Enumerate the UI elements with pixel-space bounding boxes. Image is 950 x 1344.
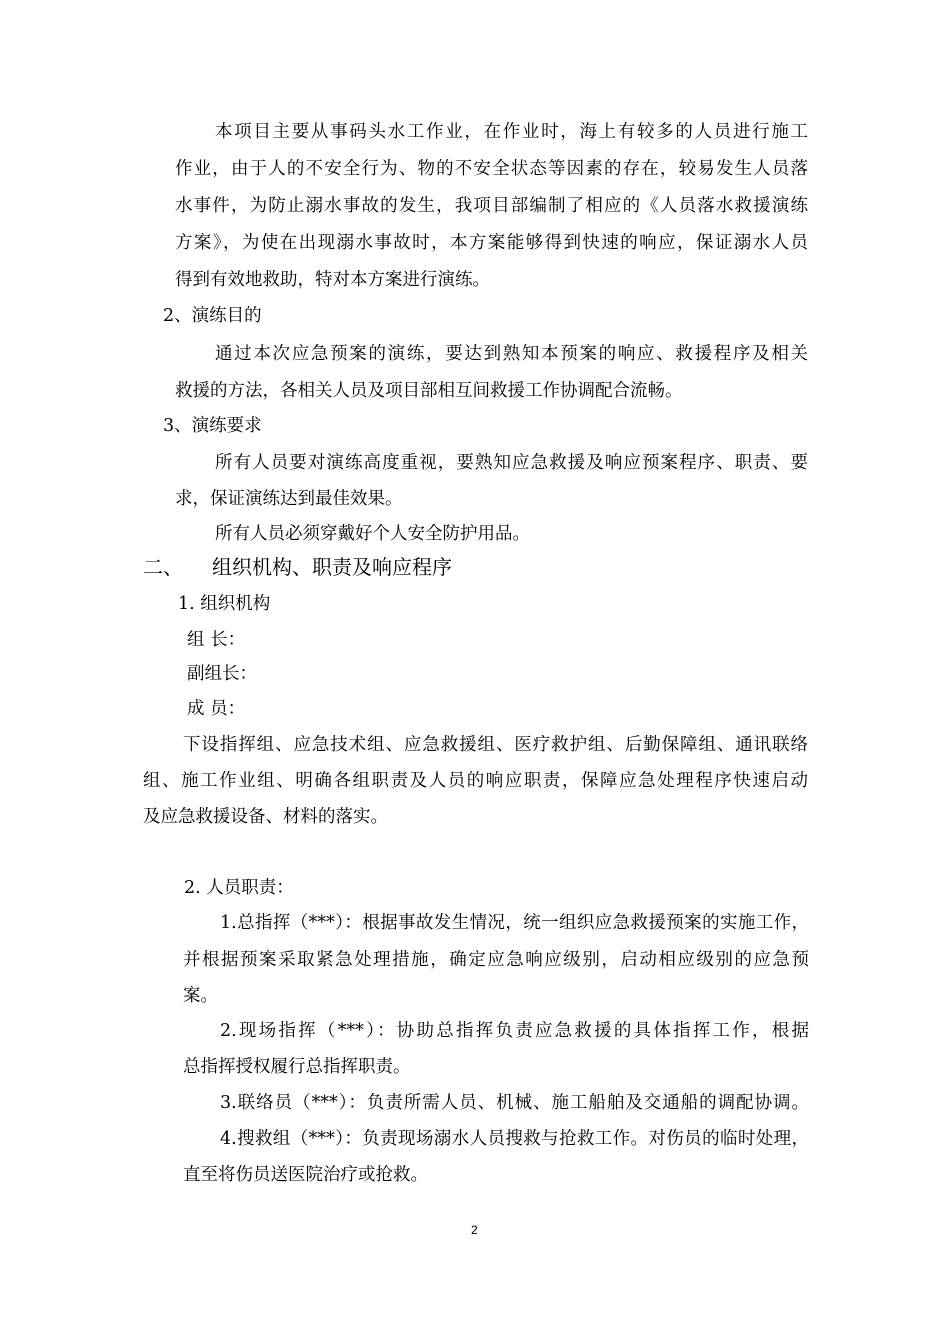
intro-line-4: 方案》，为使在出现溺水事故时，本方案能够得到快速的响应，保证溺水人员 — [175, 233, 808, 253]
duties-line-6: 3.联络员（***）：负责所需人员、机械、施工船舶及交通船的调配协调。 — [220, 1093, 809, 1113]
section2-number: 二、 — [143, 555, 183, 579]
requirements-line-1: 所有人员要对演练高度重视，要熟知应急救援及响应预案程序、职责、要 — [215, 453, 808, 473]
org-leader: 组 长： — [187, 630, 246, 650]
page-number: 2 — [471, 1223, 478, 1237]
purpose-line-1: 通过本次应急预案的演练，要达到熟知本预案的响应、救援程序及相关 — [215, 344, 808, 364]
duties-line-2: 并根据预案采取紧急处理措施，确定应急响应级别，启动相应级别的应急预 — [183, 950, 809, 970]
duties-line-5: 总指挥授权履行总指挥职责。 — [183, 1057, 411, 1077]
intro-line-1: 本项目主要从事码头水工作业，在作业时，海上有较多的人员进行施工 — [215, 122, 808, 142]
section2-title: 组织机构、职责及响应程序 — [212, 555, 452, 579]
org-heading: 1. 组织机构 — [178, 594, 271, 614]
duties-line-7: 4.搜救组（***）：负责现场溺水人员搜救与抢救工作。对伤员的临时处理， — [220, 1129, 809, 1149]
org-deputy: 副组长： — [187, 664, 257, 684]
duties-line-3: 案。 — [183, 986, 218, 1006]
purpose-heading: 2、演练目的 — [163, 306, 262, 326]
org-line-1: 下设指挥组、应急技术组、应急救援组、医疗救护组、后勤保障组、通讯联络 — [183, 735, 808, 755]
org-members: 成 员： — [187, 699, 246, 719]
duties-heading: 2. 人员职责： — [184, 878, 294, 898]
purpose-line-2: 救援的方法，各相关人员及项目部相互间救援工作协调配合流畅。 — [175, 381, 683, 401]
duties-line-8: 直至将伤员送医院治疗或抢救。 — [183, 1165, 428, 1185]
intro-line-3: 水事件，为防止溺水事故的发生，我项目部编制了相应的《人员落水救援演练 — [175, 196, 808, 216]
requirements-line-3: 所有人员必须穿戴好个人安全防护用品。 — [215, 524, 530, 544]
requirements-line-2: 求，保证演练达到最佳效果。 — [175, 489, 403, 509]
requirements-heading: 3、演练要求 — [163, 416, 262, 436]
intro-line-2: 作业，由于人的不安全行为、物的不安全状态等因素的存在，较易发生人员落 — [175, 159, 808, 179]
duties-line-4: 2.现场指挥（***）：协助总指挥负责应急救援的具体指挥工作，根据 — [220, 1021, 809, 1041]
org-line-3: 及应急救援设备、材料的落实。 — [143, 807, 388, 827]
intro-line-5: 得到有效地救助，特对本方案进行演练。 — [175, 270, 490, 290]
duties-line-1: 1.总指挥（***）：根据事故发生情况，统一组织应急救援预案的实施工作， — [220, 913, 809, 933]
org-line-2: 组、施工作业组、明确各组职责及人员的响应职责，保障应急处理程序快速启动 — [143, 771, 808, 791]
